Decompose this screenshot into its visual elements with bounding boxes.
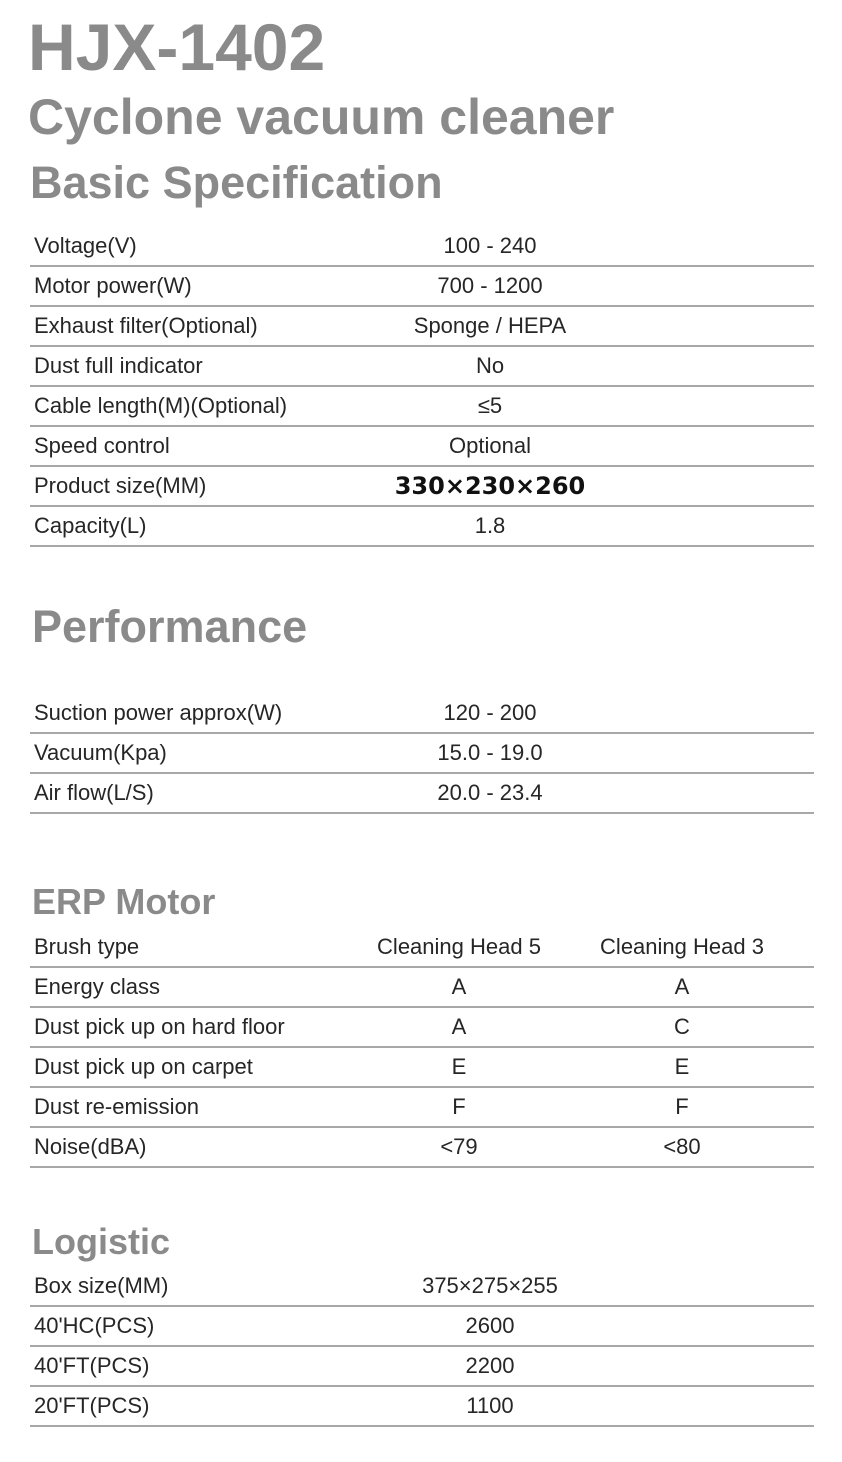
- row-label: Speed control: [34, 433, 170, 458]
- row-label: Energy class: [34, 974, 160, 999]
- row-label: Product size(MM): [34, 473, 207, 498]
- table-row: [30, 694, 814, 734]
- row-label: Motor power(W): [34, 273, 192, 298]
- row-col2: <80: [663, 1134, 701, 1159]
- row-value: 20.0 - 23.4: [437, 780, 543, 805]
- table-row: [30, 507, 814, 547]
- table-row: [30, 387, 814, 427]
- row-col2: A: [674, 974, 690, 999]
- model-number: HJX-1402: [28, 10, 326, 84]
- performance-table: [30, 694, 814, 814]
- table-row: [30, 427, 814, 467]
- table-row: [30, 347, 814, 387]
- row-label: Suction power approx(W): [34, 700, 283, 725]
- row-label: Vacuum(Kpa): [34, 740, 167, 765]
- table-row: [30, 1048, 814, 1088]
- row-label: Dust pick up on hard floor: [34, 1014, 285, 1039]
- row-col1: F: [452, 1094, 466, 1119]
- table-row: [30, 267, 814, 307]
- logistic-table: [30, 1267, 814, 1427]
- logistic-title: Logistic: [32, 1221, 171, 1262]
- row-value: 2200: [465, 1353, 515, 1378]
- row-label: Box size(MM): [34, 1273, 169, 1298]
- row-value: Sponge / HEPA: [413, 313, 567, 338]
- row-col1: A: [451, 974, 467, 999]
- row-value: Optional: [449, 433, 531, 458]
- row-value: 375×275×255: [422, 1273, 558, 1298]
- table-row: [30, 307, 814, 347]
- row-value: 700 - 1200: [437, 273, 543, 298]
- table-row: [30, 467, 814, 507]
- row-label: Noise(dBA): [34, 1134, 147, 1159]
- header-col1: Cleaning Head 5: [377, 934, 541, 959]
- table-row: [30, 968, 814, 1008]
- header-col2: Cleaning Head 3: [600, 934, 764, 959]
- row-value: 100 - 240: [443, 233, 537, 258]
- basic-spec-title: Basic Specification: [30, 157, 443, 208]
- row-col2: E: [674, 1054, 690, 1079]
- table-header-row: [30, 928, 814, 968]
- row-col2: C: [674, 1014, 690, 1039]
- row-col2: F: [675, 1094, 689, 1119]
- row-label: 20'FT(PCS): [34, 1393, 150, 1418]
- basic-spec-table: [30, 227, 814, 547]
- table-row: [30, 1387, 814, 1427]
- row-label: 40'FT(PCS): [34, 1353, 150, 1378]
- table-row: [30, 227, 814, 267]
- row-value: 1.8: [474, 513, 506, 538]
- row-label: Dust full indicator: [34, 353, 203, 378]
- row-value: ≤5: [477, 393, 503, 418]
- row-label: Air flow(L/S): [34, 780, 154, 805]
- row-value: 15.0 - 19.0: [437, 740, 543, 765]
- row-label: 40'HC(PCS): [34, 1313, 155, 1338]
- row-value: No: [475, 353, 505, 378]
- product-size-value: 330×230×260: [394, 472, 586, 500]
- row-col1: A: [451, 1014, 467, 1039]
- header-label: Brush type: [34, 934, 140, 959]
- row-label: Exhaust filter(Optional): [34, 313, 258, 338]
- row-col1: E: [451, 1054, 467, 1079]
- table-row: [30, 774, 814, 814]
- table-row: [30, 1267, 814, 1307]
- row-value: 120 - 200: [443, 700, 537, 725]
- row-label: Dust pick up on carpet: [34, 1054, 253, 1079]
- row-label: Capacity(L): [34, 513, 147, 538]
- row-value: 1100: [466, 1393, 514, 1418]
- row-label: Cable length(M)(Optional): [34, 393, 288, 418]
- row-label: Voltage(V): [34, 233, 137, 258]
- performance-title: Performance: [32, 601, 308, 652]
- erp-motor-title: ERP Motor: [32, 881, 216, 922]
- product-name: Cyclone vacuum cleaner: [28, 89, 615, 145]
- row-label: Dust re-emission: [34, 1094, 200, 1119]
- table-row: [30, 1008, 814, 1048]
- erp-motor-table: [30, 928, 814, 1168]
- row-value: 2600: [465, 1313, 515, 1338]
- table-row: [30, 1307, 814, 1347]
- table-row: [30, 1128, 814, 1168]
- table-row: [30, 1347, 814, 1387]
- row-col1: <79: [440, 1134, 478, 1159]
- table-row: [30, 734, 814, 774]
- table-row: [30, 1088, 814, 1128]
